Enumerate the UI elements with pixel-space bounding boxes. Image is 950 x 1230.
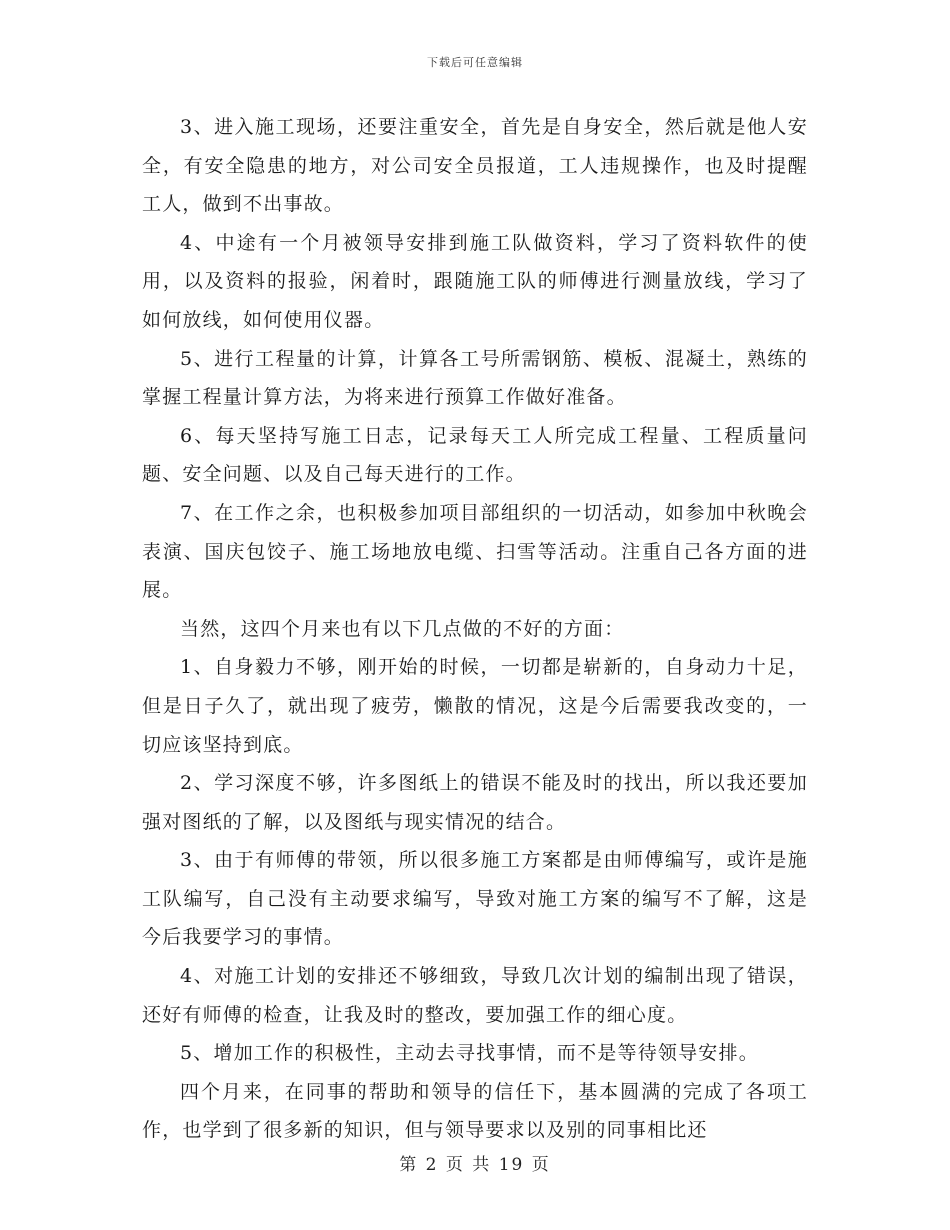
paragraph: 四个月来，在同事的帮助和领导的信任下，基本圆满的完成了各项工作，也学到了很多新的知识，但与领导要求以及别的同事相比还 [142, 1080, 808, 1142]
paragraph: 7、在工作之余，也积极参加项目部组织的一切活动，如参加中秋晚会表演、国庆包饺子、施工场地放电缆、扫雪等活动。注重自己各方面的进展。 [142, 501, 808, 602]
paragraph: 5、进行工程量的计算，计算各工号所需钢筋、模板、混凝土，熟练的掌握工程量计算方法，为将来进行预算工作做好准备。 [142, 347, 808, 409]
paragraph: 2、学习深度不够，许多图纸上的错误不能及时的找出，所以我还要加强对图纸的了解，以及图纸与现实情况的结合。 [142, 772, 808, 833]
document-body [142, 108, 808, 1150]
paragraph: 3、由于有师傅的带领，所以很多施工方案都是由师傅编写，或许是施工队编写，自己没有主动要求编写，导致对施工方案的编写不了解，这是今后我要学习的事情。 [142, 849, 808, 949]
paragraph: 4、中途有一个月被领导安排到施工队做资料，学习了资料软件的使用，以及资料的报验，闲着时，跟随施工队的师傅进行测量放线，学习了如何放线，如何使用仪器。 [142, 231, 808, 331]
paragraph: 3、进入施工现场，还要注重安全，首先是自身安全，然后就是他人安全，有安全隐患的地方，对公司安全员报道，工人违规操作，也及时提醒工人，做到不出事故。 [142, 116, 808, 216]
paragraph: 4、对施工计划的安排还不够细致，导致几次计划的编制出现了错误，还好有师傅的检查，让我及时的整改，要加强工作的细心度。 [142, 965, 808, 1026]
paragraph: 6、每天坚持写施工日志，记录每天工人所完成工程量、工程质量问题、安全问题、以及自己每天进行的工作。 [142, 424, 808, 486]
page-header: 下载后可任意编辑 [427, 56, 523, 69]
paragraph: 当然，这四个月来也有以下几点做的不好的方面： [180, 617, 625, 640]
paragraph: 5、增加工作的积极性，主动去寻找事情，而不是等待领导安排。 [180, 1042, 759, 1065]
page-footer: 第 2 页 共 19 页 [399, 1155, 551, 1175]
paragraph: 1、自身毅力不够，刚开始的时候，一切都是崭新的，自身动力十足，但是日子久了，就出现了疲劳，懒散的情况，这是今后需要我改变的，一切应该坚持到底。 [142, 656, 808, 756]
